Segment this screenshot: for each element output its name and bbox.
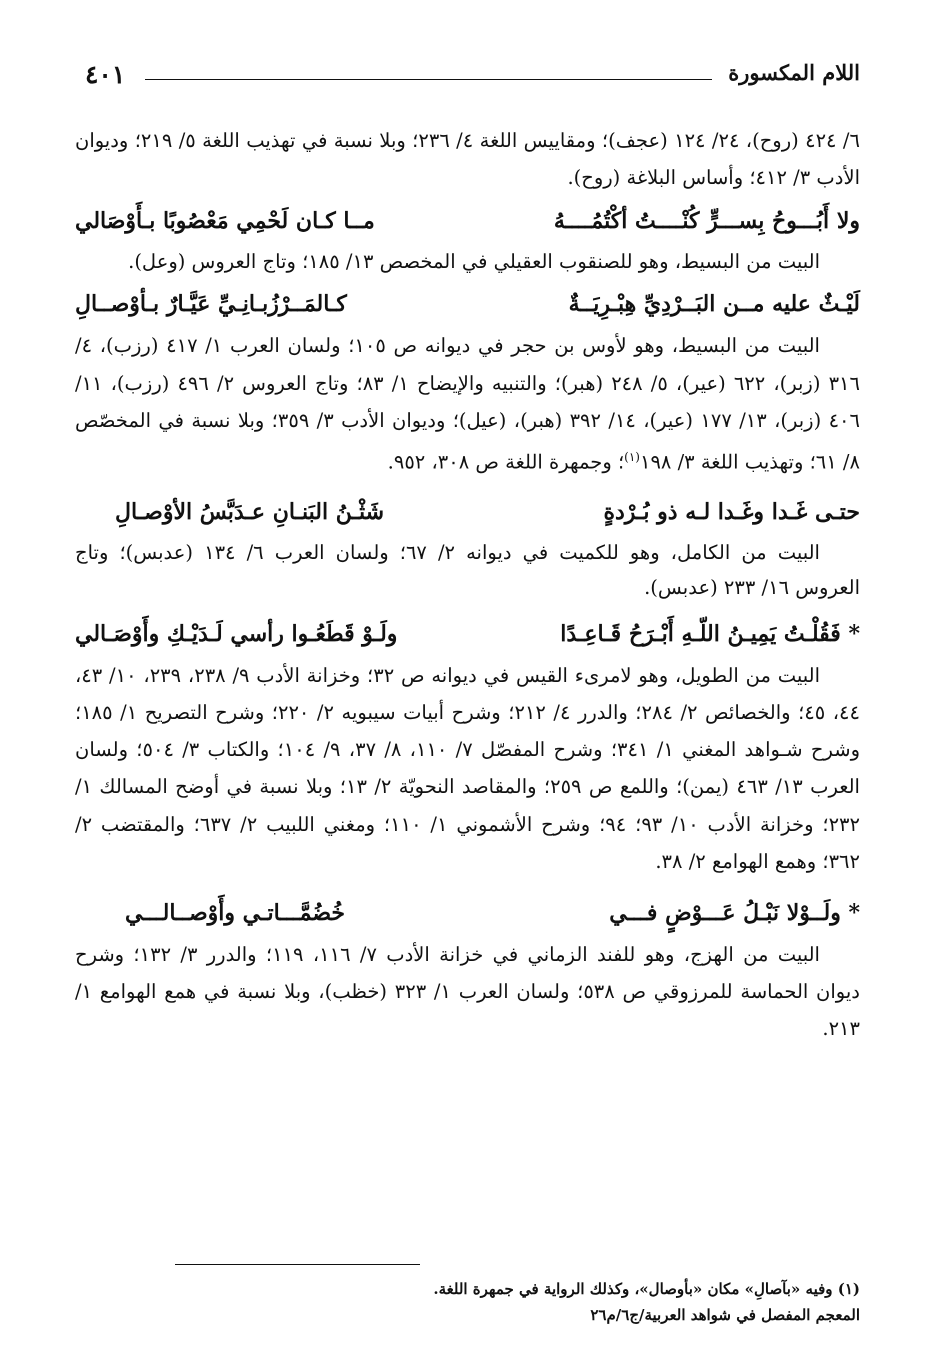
verse-first-hemistich: * فَقُلْـتُ يَمِيـنُ اللّـهِ أَبْـرَحُ قَـاعِـدًا	[560, 620, 860, 647]
header-rule	[145, 79, 712, 80]
verse-first-hemistich: * ولَــوْلا نَبْـلُ عَـــوْضٍ فـــي	[609, 899, 860, 926]
verse-line	[75, 200, 860, 242]
page	[75, 58, 860, 1328]
entry-sources-text: البيت من البسيط، وهو لأوس بن حجر في ديوانه ص ١٠٥؛ ولسان العرب ١/ ٤١٧ (رزب)، ٤/ ٣١٦ (زبر)، ٦٢٢ (عير)، ٥/ ٢٤٨ (هبر)؛ والتنبيه والإيضاح ١/ ٨٣؛ وتاج العروس ٢/ ٤٩٦ (رزب)، ١١/ ٤٠٦ (زبر)، ١٣/ ١٧٧ (عير)، ١٤/ ٣٩٢ (هبر)، (عيل)؛ وديوان الأدب ٣/ ٣٥٩؛ وبلا نسبة في المخصّص ٨/ ٦١؛ وتهذيب اللغة ٣/ ١٩٨	[75, 334, 860, 474]
entry-sources: ٦/ ٤٢٤ (روح)، ٢٤/ ١٢٤ (عجف)؛ ومقاييس اللغة ٤/ ٢٣٦؛ وبلا نسبة في تهذيب اللغة ٥/ ٢١٩؛ وديوان الأدب ٣/ ٤١٢؛ وأساس البلاغة (روح).	[75, 129, 860, 190]
verse-line	[75, 491, 860, 533]
verse-line	[75, 283, 860, 325]
verse-line	[75, 892, 860, 934]
entry-sources: البيت من الهزج، وهو للفند الزماني في خزانة الأدب ٧/ ١١٦، ١١٩؛ والدرر ٣/ ١٣٢؛ وشرح ديوان الحماسة للمرزوقي ص ٥٣٨؛ ولسان العرب ١/ ٣٢٣ (خظب)، وبلا نسبة في همع الهوامع ١/ ٢١٣.	[75, 942, 860, 1041]
verse-second-hemistich: كـالمَــرْزُبـانِـيِّ عَيَّـارٌ بـأوْصــالِ	[75, 291, 347, 318]
verse-second-hemistich: شَثْـنُ البَنـانِ عـدَبَّسُ الأوْصـالِ	[115, 498, 385, 525]
footnote: (١) وفيه «بآصالِ» مكان «بأوصال»، وكذلك الرواية في جمهرة اللغة.	[433, 1280, 860, 1298]
entry-sources: البيت من الطويل، وهو لامرىء القيس في ديوانه ص ٣٢؛ وخزانة الأدب ٩/ ٢٣٨، ٢٣٩، ١٠/ ٤٣، ٤٤، ٤٥؛ والخصائص ٢/ ٢٨٤؛ والدرر ٤/ ٢١٢؛ وشرح أبيات سيبويه ٢/ ٢٢٠؛ وشرح التصريح ١/ ١٨٥؛ وشرح شـواهد المغني ١/ ٣٤١؛ وشرح المفصّل ٧/ ١١٠، ٨/ ٣٧، ٩/ ١٠٤؛ والكتاب ٣/ ٥٠٤؛ ولسان العرب ١٣/ ٤٦٣ (يمن)؛ واللمع ص ٢٥٩؛ والمقاصد النحويّة ٢/ ١٣؛ وبلا نسبة في أوضح المسالك ١/ ٢٣٢؛ وخزانة الأدب ١٠/ ٩٣؛ ٩٤؛ وشرح الأشموني ١/ ١١٠؛ ومغني اللبيب ٢/ ٦٣٧؛ والمقتضب ٢/ ٣٦٢؛ وهمع الهوامع ٢/ ٣٨.	[75, 663, 860, 873]
verse-first-hemistich: لَيْـثٌ عليه مــن البَــرْدِيِّ هِبْـرِيَــةٌ	[568, 291, 860, 318]
verse-line	[75, 613, 860, 655]
footnote-rule	[175, 1264, 420, 1265]
entry-sources: البيت من الكامل، وهو للكميت في ديوانه ٢/ ٦٧؛ ولسان العرب ٦/ ١٣٤ (عدبس)؛ وتاج العروس ١٦/ ٢٣٣ (عدبس).	[75, 540, 860, 599]
running-title: اللام المكسورة	[728, 60, 860, 85]
entry-sources: البيت من البسيط، وهو للصنقوب العقيلي في المخصص ١٣/ ١٨٥؛ وتاج العروس (وعل).	[128, 250, 820, 274]
verse-second-hemistich: مــا كـان لَحْمِي مَعْصُوبًا بـأَوْصَالي	[75, 208, 375, 235]
footnote-mark: (١)	[624, 450, 640, 465]
page-number: ٤٠١	[85, 60, 126, 89]
verse-first-hemistich: ولا أَبُـــوحُ بِســـرٍّ كُنْــــتُ أكْتُمُــــهُ	[553, 208, 860, 235]
page-body	[75, 122, 860, 1048]
verse-first-hemistich: حتـى غَـدا وغَـدا لـه ذو بُـرْدةٍ	[603, 498, 860, 525]
page-header	[75, 58, 860, 94]
verse-second-hemistich: خُضُمَّـــاتـي وأَوْصــالـــي	[125, 899, 346, 926]
entry-sources	[75, 327, 860, 480]
page-footer: المعجم المفصل في شواهد العربية/ج٦/م٢٦	[590, 1306, 860, 1324]
verse-second-hemistich: ولَـوْ قَطَعُـوا رأسي لَـدَيْـكِ وأَوْصَـالي	[75, 620, 398, 647]
entry-sources-text: ؛ وجمهرة اللغة ص ٣٠٨، ٩٥٢.	[387, 450, 625, 474]
